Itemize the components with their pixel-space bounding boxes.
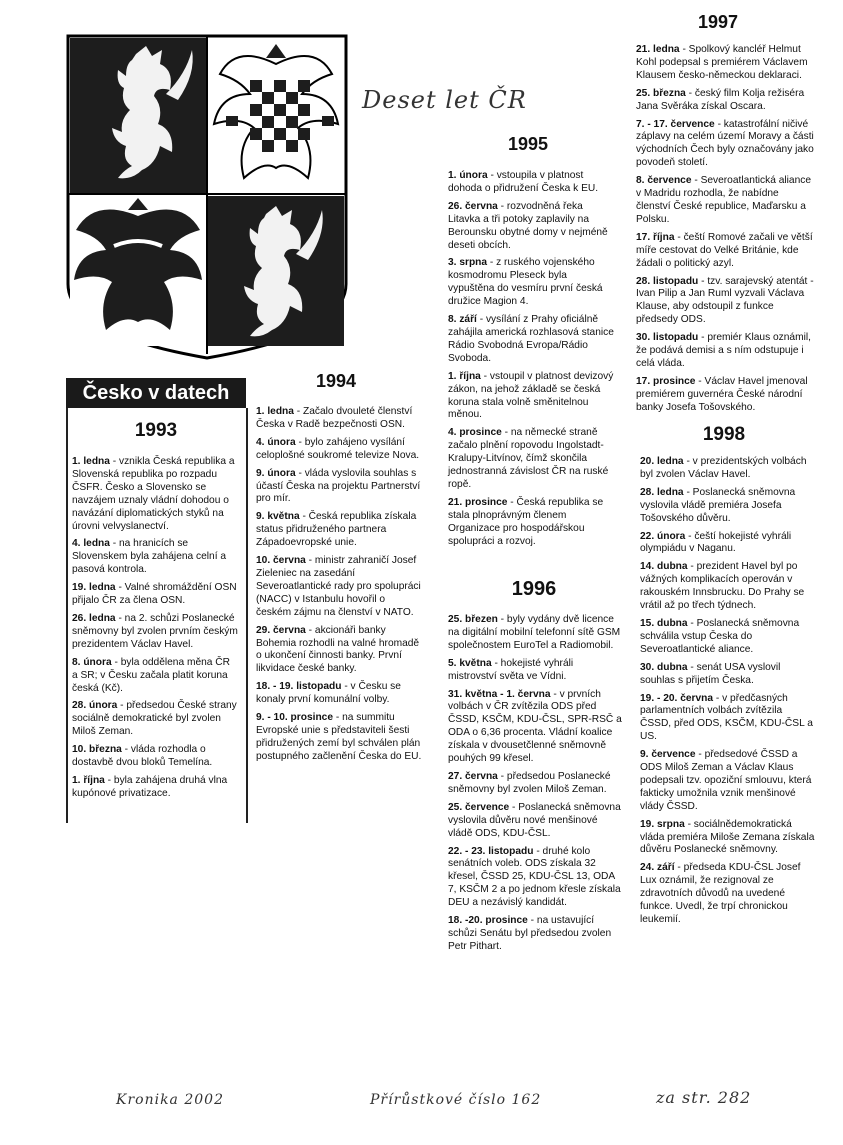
timeline-entry [636, 88, 814, 114]
entry-text: - Spolkový kancléř Helmut Kohl podepsal s premiérem Václavem Klausem česko-německou deklaraci. [636, 44, 808, 81]
entry-date: 9. - 10. prosince [256, 712, 334, 724]
entry-date: 18. - 19. listopadu [256, 681, 342, 693]
timeline-entry [640, 456, 816, 482]
year-heading-1993: 1993 [134, 420, 178, 441]
entry-text: - bylo zahájeno vysílání celoplošné soukromé televize Nova. [256, 436, 420, 461]
timeline-entry [448, 170, 614, 196]
entry-date: 19. - 20. června [640, 692, 714, 704]
entry-text: - katastrofální ničivé záplavy na celém území Moravy a části východních Čech byly označovány jako povodeň století. [636, 118, 814, 169]
timeline-entry [256, 625, 422, 677]
coat-of-arms-czech-republic [66, 34, 348, 360]
entry-date: 30. listopadu [636, 332, 699, 344]
entry-text: - Poslanecká sněmovna vyslovila vládě premiéra Josefa Tošovského důvěru. [640, 486, 796, 524]
year-heading-1997: 1997 [697, 12, 739, 32]
timeline-entry [640, 618, 816, 657]
timeline-entry [636, 119, 814, 171]
entry-text: - sociálnědemokratická vláda premiéra Miloše Zemana získala důvěru Poslanecké sněmovny. [640, 818, 815, 856]
timeline-entry [640, 487, 816, 526]
entry-date: 10. června [256, 555, 306, 567]
entry-text: - na summitu Evropské unie s představiteli šesti přidružených zemí byl schválen plán postupného začlenění Česka do EU. [256, 712, 422, 762]
entry-text: - předsedové ČSSD a ODS Miloš Zeman a Václav Klaus podepsali tzv. opoziční smlouvu, která fakticky umožnila vznik menšinové vlády ČSSD. [640, 749, 812, 812]
entry-date: 19. ledna [72, 582, 116, 594]
entry-date: 20. ledna [640, 456, 684, 467]
timeline-entry [448, 915, 622, 954]
entry-date: 22. - 23. listopadu [448, 845, 534, 857]
timeline-entry [72, 744, 238, 770]
entries-1995 [448, 170, 614, 553]
entry-date: 9. května [256, 511, 300, 523]
entry-date: 21. prosince [448, 496, 508, 508]
entry-date: 31. května - 1. června [448, 688, 551, 700]
entry-text: - čeští hokejisté vyhráli olympiádu v Naganu. [640, 530, 792, 555]
timeline-entry [72, 613, 238, 652]
timeline-entry [256, 468, 422, 507]
entry-date: 17. října [636, 231, 675, 243]
timeline-entry [448, 689, 622, 766]
timeline-entry [256, 712, 422, 764]
entry-date: 4. prosince [448, 427, 502, 439]
entry-text: - byla zahájena druhá vlna kupónové privatizace. [72, 774, 228, 799]
entry-date: 8. září [448, 314, 477, 326]
handwritten-title: Deset let ČR [362, 86, 527, 114]
timeline-entry [640, 819, 816, 858]
timeline-entry [448, 257, 614, 309]
entry-text: - tzv. sarajevský atentát - Ivan Pilip a Jan Ruml vyzvali Václava Klause, aby odstoupil z funkce předsedy ODS. [636, 275, 814, 326]
footer-note-left: Kronika 2002 [116, 1092, 224, 1108]
entry-text: - byly vydány dvě licence na digitální mobilní telefonní sítě GSM společnostem EuroTel a Radiomobil. [448, 614, 621, 651]
timeline-entry [72, 456, 238, 533]
footer-note-right: za str. 282 [656, 1088, 752, 1107]
entry-text: - na ustavující schůzi Senátu byl předsedou zvolen Petr Pithart. [448, 915, 612, 952]
timeline-entry [256, 437, 422, 463]
entry-date: 25. března [636, 87, 686, 99]
timeline-entry [448, 614, 622, 653]
entry-date: 10. března [72, 744, 122, 756]
entry-text: - v prvních volbách v ČR zvítězila ODS před ČSSD, KSČM, KDU-ČSL, SPR-RSČ a ODA o 6,36 procenta. Vládní koalice získala v dvousetčlenné sněmovně pouhých 99 křesel. [448, 688, 622, 765]
entry-date: 21. ledna [636, 44, 680, 55]
entry-text: - v prezidentských volbách byl zvolen Václav Havel. [640, 456, 807, 480]
entry-text: - vysílání z Prahy oficiálně zahájila americká rozhlasová stanice Rádio Svobodná Evropa/Rádio Svoboda. [448, 314, 614, 364]
entry-date: 15. dubna [640, 617, 688, 629]
entries-1998 [640, 456, 816, 932]
entry-date: 28. února [72, 700, 118, 712]
entries-1993 [72, 456, 238, 806]
entry-text: - v Česku se konaly první komunální volby. [256, 681, 401, 706]
timeline-entry [256, 406, 422, 432]
year-heading-1996: 1996 [511, 578, 557, 600]
entry-date: 1. ledna [256, 406, 294, 417]
entry-text: - Valné shromáždění OSN přijalo ČR za člena OSN. [72, 582, 237, 607]
entry-text: - předsedou Poslanecké sněmovny byl zvolen Miloš Zeman. [448, 770, 611, 795]
timeline-entry [640, 561, 816, 613]
entry-text: - Začalo dvouleté členství Česka v Radě bezpečnosti OSN. [256, 406, 413, 430]
column-rule-left [66, 408, 68, 823]
entry-date: 25. července [448, 801, 510, 813]
entry-date: 9. února [256, 467, 296, 479]
entry-date: 1. února [448, 170, 488, 181]
entry-text: - Poslanecká sněmovna schválila vstup Česka do Severoatlantické aliance. [640, 617, 800, 655]
entry-text: - na německé straně začalo plnění ropovodu Ingolstadt-Kralupy-Litvínov, čímž skončila jednostranná závislost ČR na ruské ropě. [448, 427, 609, 490]
entry-text: - vstoupila v platnost dohoda o přidružení Česka k EU. [448, 170, 599, 194]
timeline-entry [640, 862, 816, 927]
entry-text: - na 2. schůzi Poslanecké sněmovny byl zvolen prvním českým prezidentem Václav Havel. [72, 612, 238, 650]
entry-date: 5. května [448, 657, 492, 669]
entry-text: - v předčasných parlamentních volbách zvítězila ČSSD, před ODS, KSČM, KDU-ČSL a US. [640, 692, 813, 743]
entry-text: - senát USA vyslovil souhlas s přijetím Česka. [640, 661, 781, 686]
timeline-entry [636, 44, 814, 83]
timeline-entry [636, 376, 814, 415]
entry-date: 8. února [72, 656, 112, 668]
timeline-entry [636, 175, 814, 227]
timeline-entry [72, 538, 238, 577]
entry-date: 27. června [448, 770, 498, 782]
entry-date: 24. září [640, 862, 675, 874]
entry-text: - čeští Romové začali ve větší míře cestovat do Velké Británie, kde žádali o politický azyl. [636, 231, 813, 269]
entry-date: 22. února [640, 530, 686, 542]
timeline-entry [72, 700, 238, 739]
entry-text: - Česká republika se stala plnoprávným členem Organizace pro hospodářskou spolupráci a rozvoj. [448, 496, 604, 547]
timeline-entry [256, 681, 422, 707]
timeline-entry [448, 846, 622, 911]
entry-text: - prezident Havel byl po vážných komplikacích operován v rakouském Innsbrucku. Do Prahy se vrátil až po třech týdnech. [640, 561, 805, 612]
entries-1994 [256, 406, 422, 769]
entry-date: 17. prosince [636, 375, 696, 387]
entry-date: 26. června [448, 200, 498, 212]
entry-date: 28. listopadu [636, 275, 699, 287]
entries-1997 [636, 44, 814, 420]
entry-date: 8. července [636, 175, 692, 187]
entry-text: - akcionáři banky Bohemia rozhodli na valné hromadě o ukončení činnosti banky. První likvidace české banky. [256, 624, 420, 675]
entry-text: - předseda KDU-ČSL Josef Lux oznámil, že rezignoval ze zdravotních důvodů na uvedené funkce. Uvedl, že trpí chronickou leukemií. [640, 862, 801, 925]
page-title: Česko v datech [66, 378, 246, 408]
entry-date: 28. ledna [640, 486, 684, 498]
entry-date: 29. června [256, 624, 306, 636]
timeline-entry [448, 497, 614, 549]
entry-date: 1. října [72, 774, 105, 786]
entry-text: - z ruského vojenského kosmodromu Pleseck byla vypuštěna do vesmíru první česká družice Magion 4. [448, 257, 603, 308]
timeline-entry [72, 657, 238, 696]
timeline-entry [72, 582, 238, 608]
entry-date: 4. ledna [72, 538, 110, 550]
entry-text: - vláda rozhodla o dostavbě dvou bloků Temelína. [72, 744, 213, 769]
entry-date: 14. dubna [640, 561, 688, 573]
timeline-entry [448, 802, 622, 841]
entry-text: - Poslanecká sněmovna vyslovila důvěru nové menšinové vládě ODS, KDU-ČSL. [448, 801, 621, 839]
entry-date: 4. února [256, 436, 296, 448]
entry-text: - Severoatlantická aliance v Madridu rozhodla, že nabídne členství České republice, Maďarsku a Polsku. [636, 175, 811, 225]
entry-text: - vznikla Česká republika a Slovenská republika po rozpadu ČSFR. Česko a Slovensko se navzájem uznaly vládní dohodou o navázání diplomatických styků na úrovni velvyslanectví. [72, 456, 235, 532]
entry-date: 3. srpna [448, 257, 488, 269]
timeline-entry [448, 771, 622, 797]
year-heading-1998: 1998 [702, 424, 746, 445]
entry-date: 9. července [640, 749, 696, 761]
entry-date: 18. -20. prosince [448, 915, 528, 927]
entry-date: 7. - 17. července [636, 118, 715, 130]
timeline-entry [636, 276, 814, 328]
entry-text: - vláda vyslovila souhlas s účastí Česka na projektu Partnerství pro mír. [256, 467, 421, 505]
entry-date: 26. ledna [72, 612, 116, 624]
entry-text: - rozvodněná řeka Litavka a tři potoky zaplavily na Berounsku obytné domy v nejméně deseti obcích. [448, 200, 608, 251]
entries-1996 [448, 614, 622, 959]
timeline-entry [448, 371, 614, 423]
entry-text: - na hranicích se Slovenskem byla zahájena celní a pasová kontrola. [72, 538, 227, 576]
timeline-entry [72, 775, 238, 801]
column-rule-right [246, 408, 248, 823]
timeline-entry [640, 749, 816, 814]
entry-text: - český film Kolja režiséra Jana Svěráka získal Oscara. [636, 87, 805, 112]
timeline-entry [636, 332, 814, 371]
entry-text: - druhé kolo senátních voleb. ODS získala 32 křesel, ČSSD 25, KDU-ČSL 13, ODA 7, KSČM 2 a po jednom křesle získala DEU a nezávislý kandidát. [448, 845, 621, 909]
entry-text: - ministr zahraničí Josef Zieleniec na zasedání Severoatlantické rady pro spolupráci (NACC) v Istanbulu hovořil o českém zájmu na členství v NATO. [256, 555, 421, 618]
entry-text: - hokejisté vyhráli mistrovství světa ve Vídni. [448, 657, 574, 682]
timeline-entry [256, 511, 422, 550]
entry-text: - Václav Havel jmenoval premiérem guvernéra České národní banky Josefa Tošovského. [636, 375, 808, 413]
entry-date: 19. srpna [640, 818, 685, 830]
timeline-entry [640, 662, 816, 688]
timeline-entry [636, 232, 814, 271]
entry-date: 30. dubna [640, 661, 688, 673]
timeline-entry [448, 658, 622, 684]
timeline-entry [448, 201, 614, 253]
timeline-entry [640, 531, 816, 557]
entry-date: 1. ledna [72, 456, 110, 467]
year-heading-1995: 1995 [507, 134, 549, 154]
entry-date: 1. října [448, 370, 481, 382]
timeline-entry [448, 314, 614, 366]
entry-text: - premiér Klaus oznámil, že podává demisi a s ním odstupuje i celá vláda. [636, 332, 811, 369]
entry-text: - vstoupil v platnost devizový zákon, na jehož základě se česká koruna stala volně směnitelnou měnou. [448, 370, 614, 421]
year-heading-1994: 1994 [315, 371, 357, 391]
timeline-entry [448, 427, 614, 492]
entry-text: - Česká republika získala status přidruženého partnera Západoevropské unie. [256, 511, 417, 549]
footer-note-center: Přírůstkové číslo 162 [370, 1092, 542, 1108]
timeline-entry [640, 693, 816, 745]
entry-date: 25. březen [448, 614, 498, 625]
timeline-entry [256, 555, 422, 620]
entry-text: - předsedou České strany sociálně demokratické byl zvolen Miloš Zeman. [72, 700, 237, 738]
entry-text: - byla oddělena měna ČR a SR; v Česku začala platit koruna česká (Kč). [72, 656, 230, 694]
